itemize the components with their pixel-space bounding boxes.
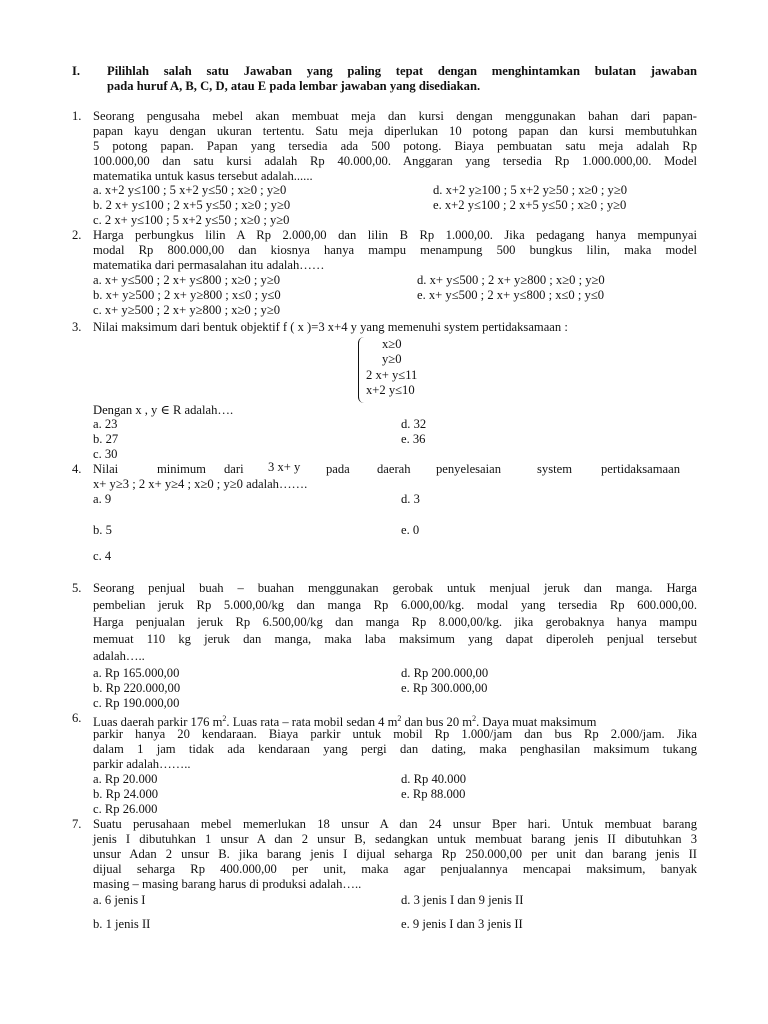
question-3-option-b[interactable]: b. 27 xyxy=(93,432,119,446)
question-1-option-e[interactable]: e. x+2 y≤100 ; 2 x+5 y≤50 ; x≥0 ; y≥0 xyxy=(433,198,627,212)
question-4-option-a[interactable]: a. 9 xyxy=(93,492,112,506)
q4-word: daerah xyxy=(377,462,411,476)
question-2-option-a[interactable]: a. x+ y≤500 ; 2 x+ y≤800 ; x≥0 ; y≥0 xyxy=(93,273,281,287)
system-inequality: x≥0 xyxy=(382,337,402,351)
system-inequality: 2 x+ y≤11 xyxy=(366,368,418,382)
question-2-number: 2. xyxy=(72,228,82,242)
inequality-system xyxy=(358,337,468,403)
question-7-line: jenis I dibutuhkan 1 unsur A dan 2 unsur B, sedangkan untuk membuat barang jenis II dibutuhkan 3 xyxy=(93,832,697,846)
question-7-number: 7. xyxy=(72,817,82,831)
superscript: 2 xyxy=(397,714,402,723)
question-6-option-d[interactable]: d. Rp 40.000 xyxy=(401,772,467,786)
question-1-line: Seorang pengusaha mebel akan membuat meja dan kursi dengan menggunakan bahan dari papan- xyxy=(93,109,697,123)
question-5-option-b[interactable]: b. Rp 220.000,00 xyxy=(93,681,181,695)
question-1-option-d[interactable]: d. x+2 y≥100 ; 5 x+2 y≥50 ; x≥0 ; y≥0 xyxy=(433,183,628,197)
q6-text: . Luas rata – rata mobil sedan 4 m xyxy=(226,715,398,730)
question-5-option-a[interactable]: a. Rp 165.000,00 xyxy=(93,666,180,680)
question-3-option-e[interactable]: e. 36 xyxy=(401,432,426,446)
q4-word: dari xyxy=(224,462,244,476)
question-5-number: 5. xyxy=(72,581,82,595)
q4-word: pada xyxy=(326,462,350,476)
question-2-line: matematika dari permasalahan itu adalah…… xyxy=(93,258,325,272)
question-6-line: parkir hanya 20 kendaraan. Biaya parkir untuk mobil Rp 1.000/jam dan bus Rp 2.000/jam. Jika xyxy=(93,727,697,741)
question-2-option-c[interactable]: c. x+ y≥500 ; 2 x+ y≥800 ; x≥0 ; y≥0 xyxy=(93,303,281,317)
question-5-line: memuat 110 kg jeruk dan manga, maka laba maksimum yang dapat diperoleh penjual tersebut xyxy=(93,632,697,646)
question-7-option-e[interactable]: e. 9 jenis I dan 3 jenis II xyxy=(401,917,523,931)
question-7-option-d[interactable]: d. 3 jenis I dan 9 jenis II xyxy=(401,893,524,907)
question-4-option-e[interactable]: e. 0 xyxy=(401,523,420,537)
question-6-line: parkir adalah…….. xyxy=(93,757,191,771)
q4-word: penyelesaian xyxy=(436,462,502,476)
question-5-option-e[interactable]: e. Rp 300.000,00 xyxy=(401,681,488,695)
question-5-line: Seorang penjual buah – buahan menggunakan gerobak untuk menjual jeruk dan manga. Harga xyxy=(93,581,697,595)
question-6-option-b[interactable]: b. Rp 24.000 xyxy=(93,787,159,801)
question-7-option-a[interactable]: a. 6 jenis I xyxy=(93,893,146,907)
question-6-option-c[interactable]: c. Rp 26.000 xyxy=(93,802,158,816)
question-1-line: matematika untuk kasus tersebut adalah...... xyxy=(93,169,313,183)
section-instruction-line-1: Pilihlah salah satu Jawaban yang paling tepat dengan menghintamkan bulatan jawaban xyxy=(107,64,697,78)
question-1-line: 100.000,00 dan satu kursi adalah Rp 40.000,00. Anggaran yang tersedia Rp 1.000.000,00. Model xyxy=(93,154,697,168)
q6-text: dan bus 20 m xyxy=(401,715,473,730)
question-3-number: 3. xyxy=(72,320,82,334)
question-2-line: Harga perbungkus lilin A Rp 2.000,00 dan lilin B Rp 1.000,00. Jika pedagang hanya mempunyai xyxy=(93,228,697,242)
question-5-line: pembelian jeruk Rp 5.000,00/kg dan manga Rp 6.000,00/kg. modal yang tersedia Rp 600.000,00. xyxy=(93,598,697,612)
q6-text: Luas daerah parkir 176 m xyxy=(93,715,223,730)
q6-text: . Daya muat maksimum xyxy=(476,715,597,730)
question-4-option-c[interactable]: c. 4 xyxy=(93,549,112,563)
q4-word: Nilai xyxy=(93,462,119,476)
question-5-line: adalah….. xyxy=(93,649,145,663)
question-3-option-d[interactable]: d. 32 xyxy=(401,417,427,431)
question-1-option-c[interactable]: c. 2 x+ y≤100 ; 5 x+2 y≤50 ; x≥0 ; y≥0 xyxy=(93,213,290,227)
question-2-option-b[interactable]: b. x+ y≥500 ; 2 x+ y≥800 ; x≤0 ; y≤0 xyxy=(93,288,281,302)
question-5-option-c[interactable]: c. Rp 190.000,00 xyxy=(93,696,180,710)
question-3-option-c[interactable]: c. 30 xyxy=(93,447,118,461)
q4-word: system xyxy=(537,462,572,476)
question-7-line: Suatu perusahaan mebel memerlukan 18 unsur A dan 24 unsur Bper hari. Untuk membuat barang xyxy=(93,817,697,831)
question-5-line: Harga penjualan jeruk Rp 6.500,00/kg dan manga Rp 8.000,00/kg. jika gerobaknya hanya mampu xyxy=(93,615,697,629)
section-number: I. xyxy=(72,64,81,78)
question-1-number: 1. xyxy=(72,109,82,123)
question-3-option-a[interactable]: a. 23 xyxy=(93,417,118,431)
q4-word: 3 x+ y xyxy=(268,460,301,474)
question-6-number: 6. xyxy=(72,711,82,725)
question-2-option-e[interactable]: e. x+ y≤500 ; 2 x+ y≤800 ; x≤0 ; y≤0 xyxy=(417,288,605,302)
system-inequality: y≥0 xyxy=(382,352,402,366)
question-3-domain-line: Dengan x , y ∈ R adalah…. xyxy=(93,403,234,417)
question-6-line: dalam 1 jam tidak ada kendaraan yang pergi dan dating, maka penghasilan maksimum tukang xyxy=(93,742,697,756)
question-4-line: x+ y≥3 ; 2 x+ y≥4 ; x≥0 ; y≥0 adalah……. xyxy=(93,477,308,491)
q4-word: minimum xyxy=(157,462,206,476)
system-inequality: x+2 y≤10 xyxy=(366,383,415,397)
superscript: 2 xyxy=(472,714,477,723)
question-6-option-e[interactable]: e. Rp 88.000 xyxy=(401,787,466,801)
q4-word: pertidaksamaan xyxy=(601,462,681,476)
question-7-line: masing – masing barang harus di produksi adalah….. xyxy=(93,877,362,891)
question-6-option-a[interactable]: a. Rp 20.000 xyxy=(93,772,158,786)
question-5-option-d[interactable]: d. Rp 200.000,00 xyxy=(401,666,489,680)
question-2-option-d[interactable]: d. x+ y≤500 ; 2 x+ y≥800 ; x≥0 ; y≥0 xyxy=(417,273,605,287)
section-instruction-line-2: pada huruf A, B, C, D, atau E pada lembar jawaban yang disediakan. xyxy=(107,79,481,93)
question-4-option-b[interactable]: b. 5 xyxy=(93,523,112,537)
question-1-line: 5 potong papan. Papan yang tersedia ada 500 potong. Biaya pembuatan satu meja adalah Rp xyxy=(93,139,697,153)
question-7-line: unsur Adan 2 unsur B. jika barang jenis I dijual seharga Rp 250.000,00 per unit dan barang jenis II xyxy=(93,847,697,861)
superscript: 2 xyxy=(222,714,227,723)
question-7-option-b[interactable]: b. 1 jenis II xyxy=(93,917,151,931)
question-1-option-a[interactable]: a. x+2 y≤100 ; 5 x+2 y≤50 ; x≥0 ; y≥0 xyxy=(93,183,287,197)
question-4-option-d[interactable]: d. 3 xyxy=(401,492,420,506)
question-4-number: 4. xyxy=(72,462,82,476)
question-1-line: papan kayu dengan ukuran tertentu. Satu meja diperlukan 10 potong papan dan kursi membutuhkan xyxy=(93,124,697,138)
question-7-line: dijual seharga Rp 400.000,00 per unit, maka agar penjualannya mencapai maksimum, banyak xyxy=(93,862,697,876)
question-2-line: modal Rp 800.000,00 dan kiosnya hanya mampu menampung 500 bungkus lilin, maka model xyxy=(93,243,697,257)
question-1-option-b[interactable]: b. 2 x+ y≤100 ; 2 x+5 y≤50 ; x≥0 ; y≥0 xyxy=(93,198,291,212)
question-3-line: Nilai maksimum dari bentuk objektif f ( x )=3 x+4 y yang memenuhi system pertidaksamaan : xyxy=(93,320,568,334)
